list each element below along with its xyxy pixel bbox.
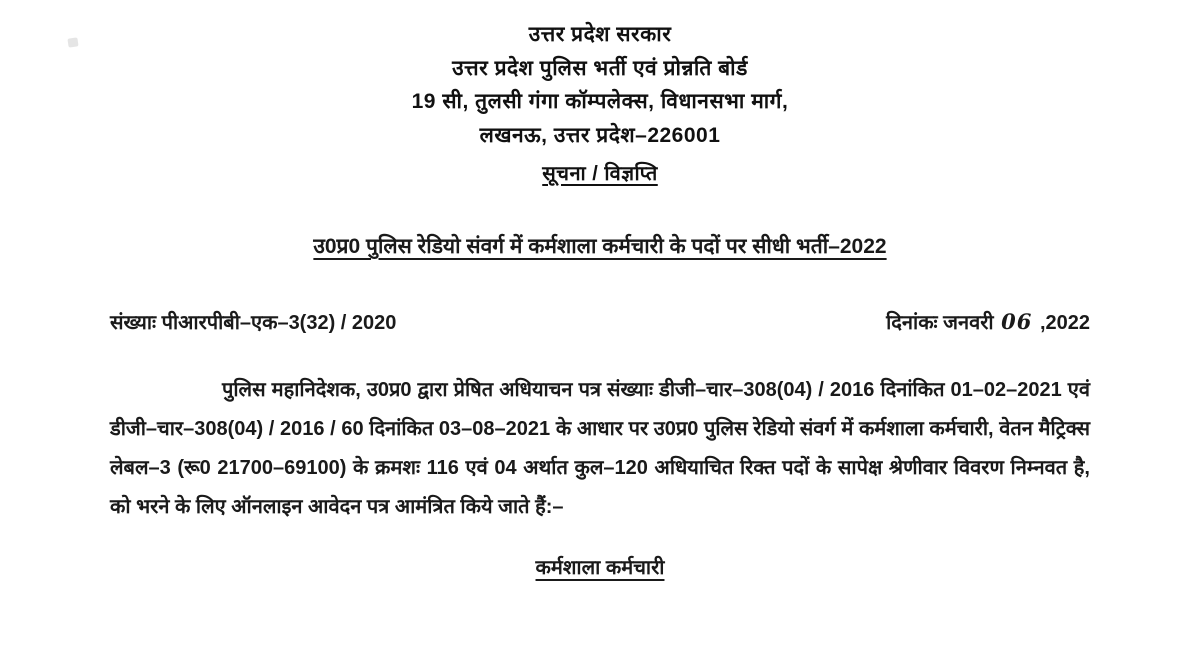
date-handwritten-value: 06: [1001, 309, 1033, 335]
document-subject: उ0प्र0 पुलिस रेडियो संवर्ग में कर्मशाला कर्मचारी के पदों पर सीधी भर्ती–2022: [313, 235, 887, 259]
date-label: दिनांकः जनवरी: [886, 312, 994, 335]
reference-number: संख्याः पीआरपीबी–एक–3(32) / 2020: [110, 312, 397, 335]
scan-artifact-speck: [67, 37, 78, 47]
government-name: उत्तर प्रदेश सरकार: [528, 23, 672, 46]
address-line-2: लखनऊ, उत्तर प्रदेश–226001: [479, 123, 721, 147]
board-name: उत्तर प्रदेश पुलिस भर्ती एवं प्रोन्नति बोर्ड: [452, 56, 748, 80]
notice-type: सूचना / विज्ञप्ति: [542, 163, 658, 186]
body-paragraph: पुलिस महानिदेशक, उ0प्र0 द्वारा प्रेषित अधियाचन पत्र संख्याः डीजी–चार–308(04) / 2016 दिनांकित 01–02–2021 एवं डीजी–चार–308(04) / 2016 / 60 दिनांकित 03–08–2021 के आधार पर उ0प्र0 पुलिस रेडियो संवर्ग में कर्मशाला कर्मचारी, वेतन मैट्रिक्स लेबल–3 (रू0 21700–69100) के क्रमशः 116 एवं 04 अर्थात कुल–120 अधियाचित रिक्त पदों के सापेक्ष श्रेणीवार विवरण निम्नवत है, को भरने के लिए ऑनलाइन आवेदन पत्र आमंत्रित किये जाते हैं:–: [110, 379, 1090, 519]
date-year: ,2022: [1039, 312, 1090, 335]
reference-row: [0, 308, 1200, 335]
address-line-1: 19 सी, तुलसी गंगा कॉम्पलेक्स, विधानसभा मार्ग,: [411, 90, 789, 114]
reference-date: [886, 308, 1090, 335]
document-header: [0, 0, 1200, 190]
section-title: कर्मशाला कर्मचारी: [535, 557, 665, 580]
